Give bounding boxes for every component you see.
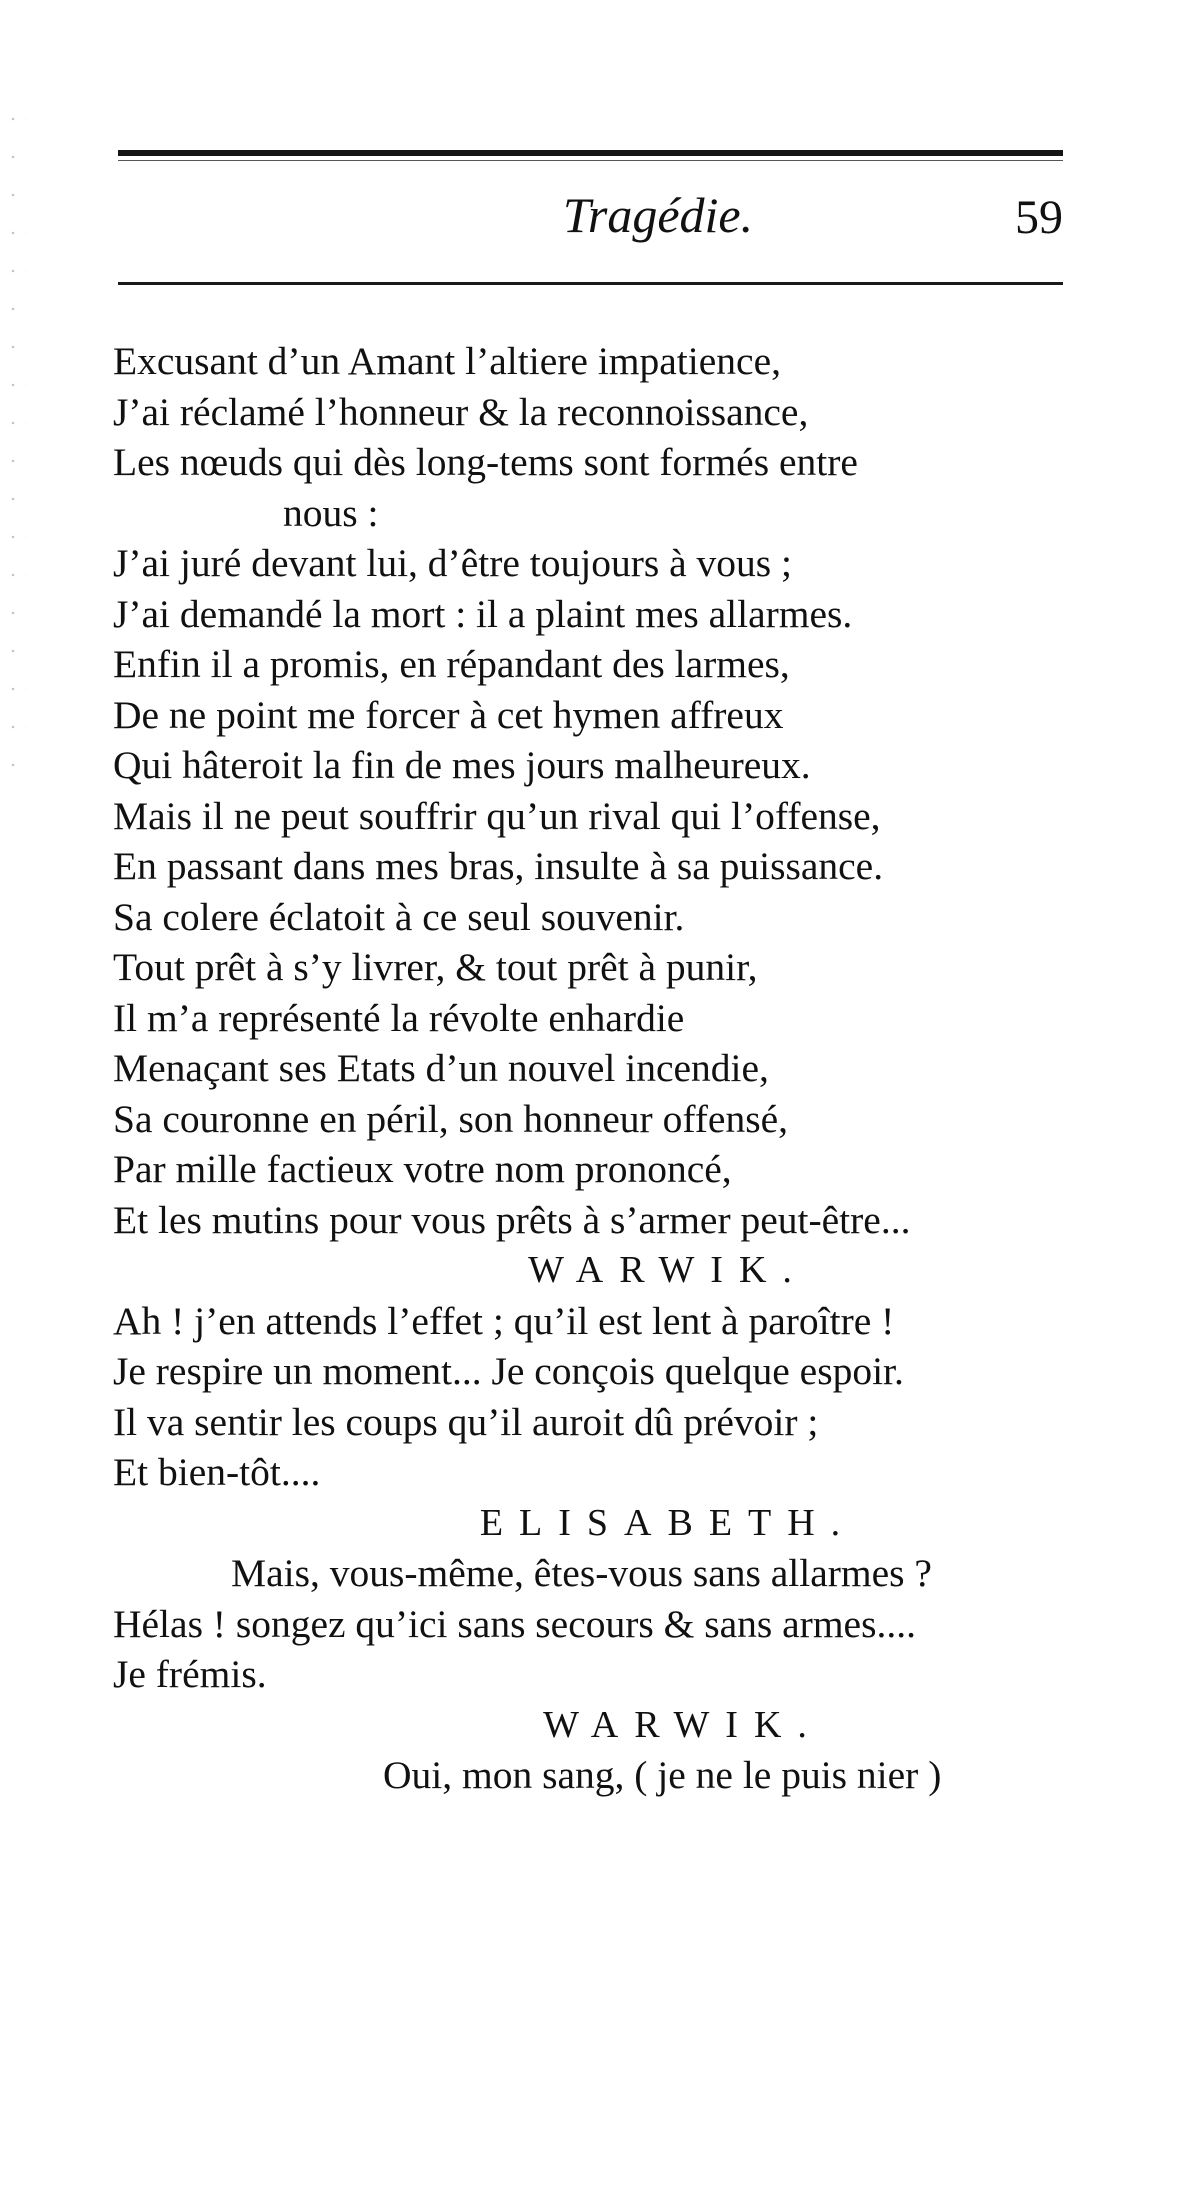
verse-line: Et bien-tôt.... — [113, 1450, 321, 1494]
verse-line: Je respire un moment... Je conçois quelque espoir. — [113, 1349, 904, 1393]
verse-line: Menaçant ses Etats d’un nouvel incendie, — [113, 1046, 769, 1090]
running-title: Tragédie. — [562, 187, 754, 243]
verse-line: Tout prêt à s’y livrer, & tout prêt à punir, — [113, 945, 758, 989]
speaker-name: ELISABETH. — [479, 1501, 857, 1544]
verse-line: Hélas ! songez qu’ici sans secours & sans armes.... — [113, 1601, 916, 1646]
verse-line: Enfin il a promis, en répandant des larmes, — [113, 642, 790, 686]
verse-line: Sa colere éclatoit à ce seul souvenir. — [113, 894, 685, 939]
verse-line: Je frémis. — [113, 1652, 267, 1696]
page-number: 59 — [1015, 191, 1063, 244]
verse-line: En passant dans mes bras, insulte à sa puissance. — [113, 844, 884, 888]
verse-line: Il va sentir les coups qu’il auroit dû prévoir ; — [113, 1399, 819, 1444]
header-bottom-rule — [118, 282, 1063, 285]
top-rule — [118, 150, 1063, 156]
verse-line: Excusant d’un Amant l’altiere impatience, — [113, 339, 781, 383]
top-rule-thin — [118, 160, 1063, 161]
verse-line: Oui, mon sang, ( je ne le puis nier ) — [383, 1753, 942, 1797]
verse-line: J’ai réclamé l’honneur & la reconnoissance, — [113, 389, 809, 434]
speaker-name: WARWIK. — [543, 1703, 823, 1746]
verse-line: De ne point me forcer à cet hymen affreux — [113, 692, 784, 737]
verse-line: J’ai demandé la mort : il a plaint mes allarmes. — [113, 591, 853, 636]
verse-line: Et les mutins pour vous prêts à s’armer peut-être... — [113, 1197, 911, 1242]
verse-line: Mais, vous-même, êtes-vous sans allarmes ? — [231, 1551, 932, 1595]
verse-text — [113, 336, 1073, 1801]
verse-line: Il m’a représenté la révolte enhardie — [113, 995, 685, 1040]
verse-line: Les nœuds qui dès long-tems sont formés entre — [113, 440, 858, 484]
verse-line: Ah ! j’en attends l’effet ; qu’il est lent à paroître ! — [113, 1298, 895, 1343]
verse-line: Sa couronne en péril, son honneur offensé, — [113, 1096, 788, 1141]
margin-specks — [6, 100, 26, 800]
verse-line-continuation: nous : — [283, 490, 379, 535]
verse-line: Qui hâteroit la fin de mes jours malheureux. — [113, 743, 811, 787]
verse-line: Par mille factieux votre nom prononcé, — [113, 1147, 732, 1191]
verse-line: J’ai juré devant lui, d’être toujours à vous ; — [113, 541, 793, 585]
running-head — [118, 180, 1063, 250]
speaker-name: WARWIK. — [528, 1249, 808, 1291]
verse-line: Mais il ne peut souffrir qu’un rival qui l’offense, — [113, 793, 881, 838]
